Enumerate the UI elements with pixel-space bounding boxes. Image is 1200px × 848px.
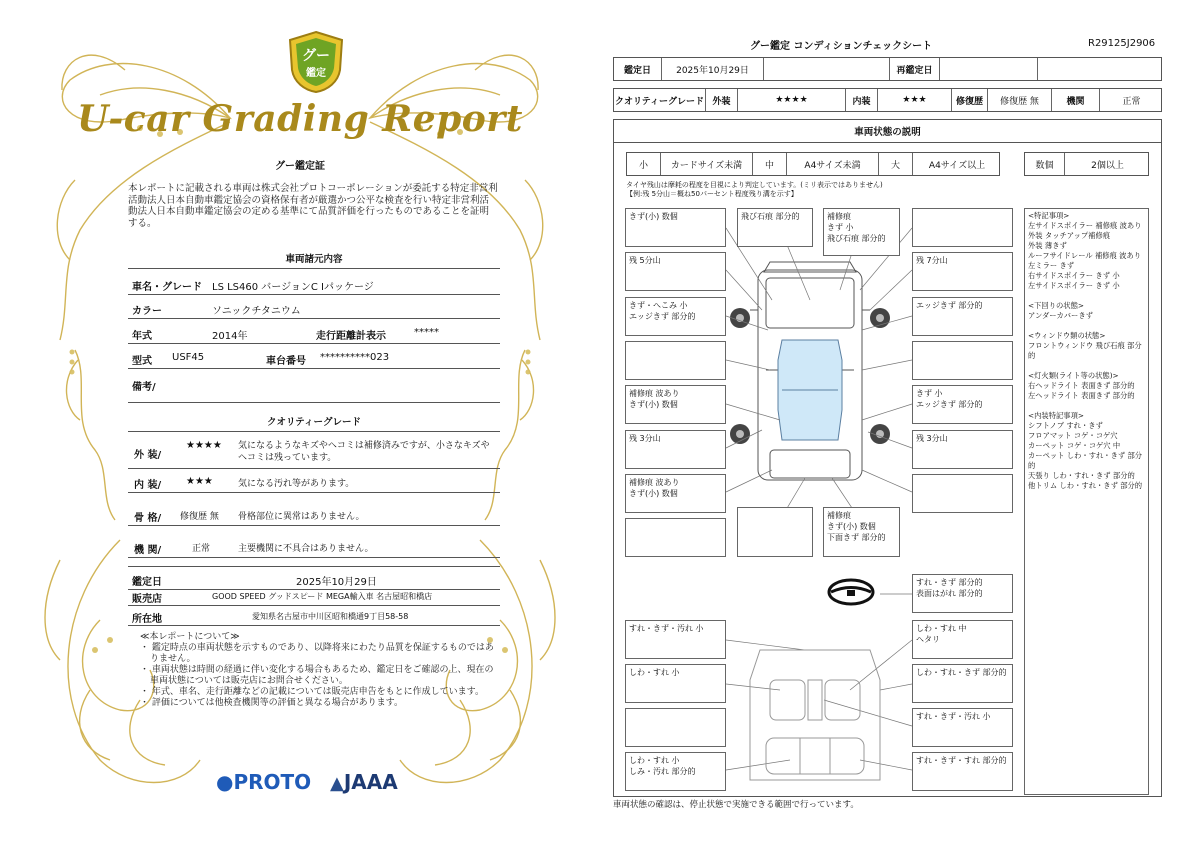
footer-note: 車両状態の確認は、停止状態で実施できる範囲で行っています。 — [613, 800, 859, 810]
cell-int-right-3: すれ・きず・汚れ 小 — [912, 708, 1013, 747]
cell-left-5: 補修痕 波あり きず(小) 数個 — [625, 385, 726, 424]
row-frame — [128, 503, 500, 526]
cell-int-left-3 — [625, 708, 726, 747]
row-engine — [128, 535, 500, 558]
label: 車名・グレード — [132, 282, 202, 293]
interior-stars: ★★★ — [186, 476, 213, 487]
svg-text:鑑定: 鑑定 — [306, 68, 326, 79]
tire-note-1: タイヤ残山は摩耗の程度を目視により判定しています。(ミリ表示ではありません) — [626, 181, 883, 189]
label: カラー — [132, 306, 162, 317]
cell-right-4 — [912, 341, 1013, 380]
jaaa-logo: ▲JAAA — [330, 770, 398, 794]
cell-int-right-2: しわ・すれ・きず 部分的 — [912, 664, 1013, 703]
certificate-statement: 本レポートに記載される車両は株式会社プロトコーポレーションが委託する特定非営利活動法人日本自動車鑑定協会の資格保有者が厳選かつ公平な検査を行い特定非営利活動法人日本自動車鑑定協会の定める基準にて品質評価を行ったものであることを証明する。 — [128, 183, 498, 229]
label: 備考/ — [132, 382, 156, 393]
row-address — [128, 607, 500, 626]
label: 販売店 — [132, 594, 162, 605]
quality-section-title: クオリティーグレード — [266, 417, 362, 428]
special-notes-panel: <特記事項> 左サイドスポイラー 補修痕 波あり 外装 タッチアップ補修痕 外装 薄きず ルーフサイドレール 補修痕 波あり 左ミラー きず 右サイドスポイラー きず 小 左サイドスポイラー きず 小 <下回りの状態> アンダーカバーきず <ウィンドウ類の状態> フロントウィンドウ 飛び石痕 部分的 <灯火類(ライト等の状態)> 右ヘッドライト 表面きず 部分的 左ヘッドライト 表面きず 部分的 <内装特記事項> シフトノブ すれ・きず フロアマット コゲ・コゲ穴 カーペット コゲ・コゲ穴 中 カーペット しわ・すれ・きず 部分的 天張り しわ・すれ・きず 部分的 他トリム しわ・すれ・きず 部分的 — [1024, 208, 1149, 795]
note-item: ・ 年式、車名、走行距離などの記載については販売店申告をもとに作成しています。 — [140, 687, 484, 697]
engine-value: 正常 — [1122, 96, 1141, 107]
cell-top-2: 補修痕 きず 小 飛び石痕 部分的 — [823, 208, 900, 256]
proto-logo-text: PROTO — [233, 770, 312, 794]
cell-right-7 — [912, 474, 1013, 513]
ext-stars: ★★★★ — [738, 89, 846, 111]
tire-note-2: 【例:残 5分山＝概ね50パーセント程度残り溝を示す】 — [626, 190, 798, 198]
value: 主要機関に不具合はありません。 — [238, 544, 374, 554]
report-notes — [140, 632, 500, 709]
int-stars: ★★★ — [878, 89, 952, 111]
cell-right-5: きず 小 エッジきず 部分的 — [912, 385, 1013, 424]
report-script-title: U-car Grading Report — [77, 98, 523, 140]
redate-label: 再鑑定日 — [890, 58, 940, 80]
size-mid: 中 — [753, 153, 787, 175]
value: **********023 — [320, 352, 390, 363]
label: 鑑定日 — [132, 577, 162, 588]
value: 気になる汚れ等があります。 — [238, 479, 355, 489]
label: 骨 格/ — [134, 513, 162, 524]
ext-label: 外装 — [706, 89, 738, 111]
cell-steering: すれ・きず 部分的 表面はがれ 部分的 — [912, 574, 1013, 613]
date-value: 2025年10月29日 — [662, 58, 764, 80]
value: GOOD SPEED グッドスピード MEGA輸入車 名古屋昭和橋店 — [212, 592, 433, 601]
proto-logo: ●PROTO — [216, 770, 312, 794]
value: ***** — [414, 327, 439, 338]
cell-int-left-1: すれ・きず・汚れ 小 — [625, 620, 726, 659]
size-small: 小 — [627, 153, 661, 175]
row-year-mileage — [128, 321, 500, 344]
cell-int-right-1: しわ・すれ 中 ヘタリ — [912, 620, 1013, 659]
qg-label: クオリティーグレード — [614, 89, 706, 111]
date-label: 鑑定日 — [614, 58, 662, 80]
certificate-heading: グー鑑定証 — [275, 161, 325, 172]
size-large-desc: A4サイズ以上 — [928, 160, 986, 171]
cell-left-3: きず・へこみ 小 エッジきず 部分的 — [625, 297, 726, 336]
note-item: ・ 評価については他検査機関等の評価と異なる場合があります。 — [140, 698, 403, 708]
notes-title: ≪本レポートについて≫ — [140, 632, 240, 642]
svg-text:グー: グー — [302, 48, 330, 64]
note-item: ・ 鑑定時点の車両状態を示すものであり、以降将来にわたり品質を保証するものではありません。 — [140, 643, 494, 664]
row-dealer — [128, 587, 500, 606]
size-large: 大 — [879, 153, 913, 175]
label: 内 装/ — [134, 480, 162, 491]
value: ソニックチタニウム — [212, 306, 301, 317]
int-label: 内装 — [846, 89, 878, 111]
value: 気になるようなキズやヘコミは補修済みですが、小さなキズやヘコミは残っています。 — [238, 441, 490, 463]
spec-section-title: 車両諸元内容 — [285, 254, 343, 265]
cell-left-2: 残 5分山 — [625, 252, 726, 291]
value: 正常 — [192, 544, 211, 554]
sheet-title: グー鑑定 コンディションチェックシート — [750, 41, 933, 52]
label: 年式 — [132, 331, 152, 342]
cell-bottom-1 — [737, 507, 813, 557]
value: LS LS460 バージョンC Iパッケージ — [212, 282, 374, 293]
steering-wheel-icon — [826, 577, 876, 607]
cell-right-3: エッジきず 部分的 — [912, 297, 1013, 336]
row-model-chassis — [128, 346, 500, 369]
jaaa-logo-text: JAAA — [343, 770, 398, 794]
value: 骨格部位に異常はありません。 — [238, 512, 365, 522]
label: 外 装/ — [134, 450, 162, 461]
value: 2014年 — [212, 331, 248, 342]
value: 愛知県名古屋市中川区昭和橋通9丁目58-58 — [252, 612, 409, 621]
cell-left-4 — [625, 341, 726, 380]
count-label: 数個 — [1025, 153, 1065, 175]
condition-title: 車両状態の説明 — [613, 119, 1162, 143]
cell-right-1 — [912, 208, 1013, 247]
row-remarks — [128, 372, 500, 403]
value: 修復歴 無 — [180, 512, 219, 522]
engine-label: 機関 — [1052, 89, 1100, 111]
size-small-desc: カードサイズ未満 — [661, 153, 753, 175]
cell-left-1: きず(小) 数個 — [625, 208, 726, 247]
row-color — [128, 296, 500, 319]
cell-left-7: 補修痕 波あり きず(小) 数個 — [625, 474, 726, 513]
label: 車台番号 — [266, 356, 306, 367]
label: 機 関/ — [134, 545, 162, 556]
label: 走行距離計表示 — [316, 331, 386, 342]
value: USF45 — [172, 352, 205, 363]
cell-top-1: 飛び石痕 部分的 — [737, 208, 813, 247]
cell-int-left-2: しわ・すれ 小 — [625, 664, 726, 703]
condition-check-sheet — [600, 0, 1200, 848]
note-item: ・ 車両状態は時間の経過に伴い変化する場合もあるため、鑑定日をご確認の上、現在の車両状態については販売店にお問合せください。 — [140, 665, 494, 686]
label: 型式 — [132, 356, 152, 367]
cell-left-8 — [625, 518, 726, 557]
cell-int-right-4: すれ・きず・すれ 部分的 — [912, 752, 1013, 791]
repair-label: 修復歴 — [952, 89, 988, 111]
cell-int-left-4: しわ・すれ 小 しみ・汚れ 部分的 — [625, 752, 726, 791]
repair-value: 修復歴 無 — [988, 89, 1052, 111]
cell-right-2: 残 7分山 — [912, 252, 1013, 291]
label: 所在地 — [132, 614, 162, 625]
goo-kantei-shield-logo — [286, 30, 346, 94]
car-interior-diagram — [740, 640, 890, 790]
exterior-stars: ★★★★ — [186, 440, 222, 451]
row-name-grade — [128, 272, 500, 295]
value: 2025年10月29日 — [296, 577, 377, 588]
row-interior — [128, 470, 500, 493]
sheet-id: R29125J2906 — [1088, 38, 1156, 49]
cell-left-6: 残 3分山 — [625, 430, 726, 469]
cell-right-6: 残 3分山 — [912, 430, 1013, 469]
cell-bottom-2: 補修痕 きず(小) 数個 下面きず 部分的 — [823, 507, 900, 557]
count-desc: 2個以上 — [1091, 160, 1124, 171]
row-exterior — [128, 436, 500, 469]
size-mid-desc: A4サイズ未満 — [787, 153, 879, 175]
